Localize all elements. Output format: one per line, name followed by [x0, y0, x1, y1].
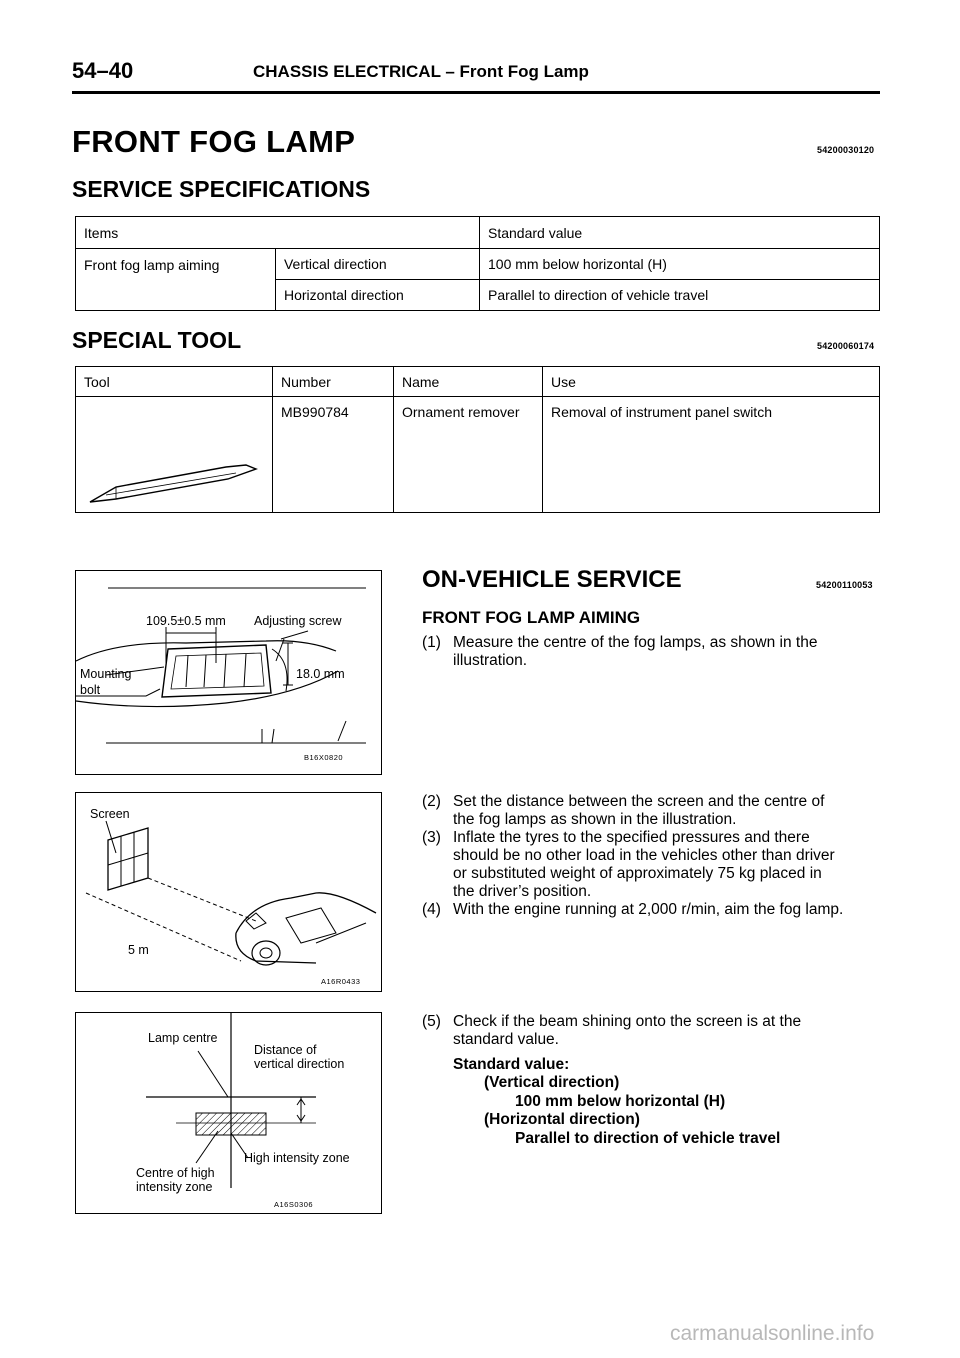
dimension-label: 109.5±0.5 mm [146, 614, 226, 628]
step-line: standard value. [453, 1031, 559, 1048]
standard-value-label: Standard value: [453, 1056, 570, 1073]
step-number: (1) [422, 634, 441, 651]
watermark: carmanualsonline.info [670, 1322, 875, 1345]
lamp-centre-label: Lamp centre [148, 1031, 218, 1045]
screen-label: Screen [90, 807, 130, 821]
step-line: Set the distance between the screen and the centre of [453, 793, 825, 810]
step-line: the driver’s position. [453, 883, 592, 900]
figure-fog-lamp-measure [75, 570, 382, 775]
row-value: Parallel to direction of vehicle travel [480, 280, 880, 311]
figure-screen-distance [75, 792, 382, 992]
figure-beam-pattern [75, 1012, 382, 1214]
col-items: Items [76, 217, 480, 249]
on-vehicle-title: ON-VEHICLE SERVICE [422, 566, 682, 593]
table-row [76, 397, 880, 513]
horizontal-direction-value: Parallel to direction of vehicle travel [515, 1130, 781, 1147]
distance-of-label: Distance of [254, 1043, 317, 1057]
col-use: Use [543, 367, 880, 397]
header-rule [72, 91, 880, 94]
step-line: Check if the beam shining onto the screen is at the [453, 1013, 802, 1030]
col-name: Name [394, 367, 543, 397]
special-tool-code: 54200060174 [817, 341, 875, 351]
mounting-label: Mounting [80, 667, 132, 681]
special-tool-title: SPECIAL TOOL [72, 327, 242, 353]
row-direction: Horizontal direction [275, 280, 479, 311]
on-vehicle-code: 54200110053 [816, 580, 873, 590]
vertical-direction-value: 100 mm below horizontal (H) [515, 1093, 726, 1110]
vertical-direction-label: vertical direction [254, 1057, 345, 1071]
intensity-zone-label: intensity zone [136, 1180, 213, 1194]
running-header: CHASSIS ELECTRICAL – Front Fog Lamp [253, 62, 589, 81]
section-code: 54200030120 [817, 145, 875, 155]
row-item: Front fog lamp aiming [76, 249, 276, 311]
step-line: With the engine running at 2,000 r/min, aim the fog lamp. [453, 901, 844, 918]
special-tool-table [75, 366, 880, 513]
step-line: the fog lamps as shown in the illustration. [453, 811, 737, 828]
col-number: Number [273, 367, 394, 397]
step-number: (5) [422, 1013, 441, 1030]
step-line: or substituted weight of approximately 75 kg placed in [453, 865, 822, 882]
step-number: (2) [422, 793, 441, 810]
step-line: Inflate the tyres to the specified pressures and there [453, 829, 810, 846]
tool-use: Removal of instrument panel switch [543, 397, 880, 513]
service-specs-title: SERVICE SPECIFICATIONS [72, 176, 371, 202]
tool-illustration-cell [76, 397, 273, 513]
step-line: Measure the centre of the fog lamps, as shown in the [453, 634, 818, 651]
page-number: 54–40 [72, 58, 134, 83]
row-value: 100 mm below horizontal (H) [480, 249, 880, 280]
step-number: (4) [422, 901, 441, 918]
distance-label: 5 m [128, 943, 149, 957]
vertical-direction-heading: (Vertical direction) [484, 1074, 620, 1091]
screen-car-drawing [76, 793, 381, 991]
step-line: should be no other load in the vehicles other than driver [453, 847, 835, 864]
step-line: illustration. [453, 652, 528, 669]
service-specs-table [75, 216, 880, 311]
figure-code: B16X0820 [304, 753, 344, 762]
tool-name: Ornament remover [394, 397, 543, 513]
table-row [76, 249, 880, 280]
step-number: (3) [422, 829, 441, 846]
figure-code: A16S0306 [274, 1200, 314, 1209]
page-title: FRONT FOG LAMP [72, 124, 356, 159]
row-direction: Vertical direction [275, 249, 479, 280]
tool-number: MB990784 [273, 397, 394, 513]
bolt-label: bolt [80, 683, 101, 697]
beam-pattern-drawing [76, 1013, 381, 1213]
centre-of-high-label: Centre of high [136, 1166, 215, 1180]
ornament-remover-illustration [76, 397, 264, 509]
horizontal-direction-heading: (Horizontal direction) [484, 1111, 640, 1128]
col-standard-value: Standard value [480, 217, 880, 249]
figure-code: A16R0433 [321, 977, 361, 986]
col-tool: Tool [76, 367, 273, 397]
adjusting-screw-label: Adjusting screw [254, 614, 342, 628]
aiming-subtitle: FRONT FOG LAMP AIMING [422, 608, 641, 627]
high-intensity-zone-label: High intensity zone [244, 1151, 350, 1165]
height-label: 18.0 mm [296, 667, 345, 681]
